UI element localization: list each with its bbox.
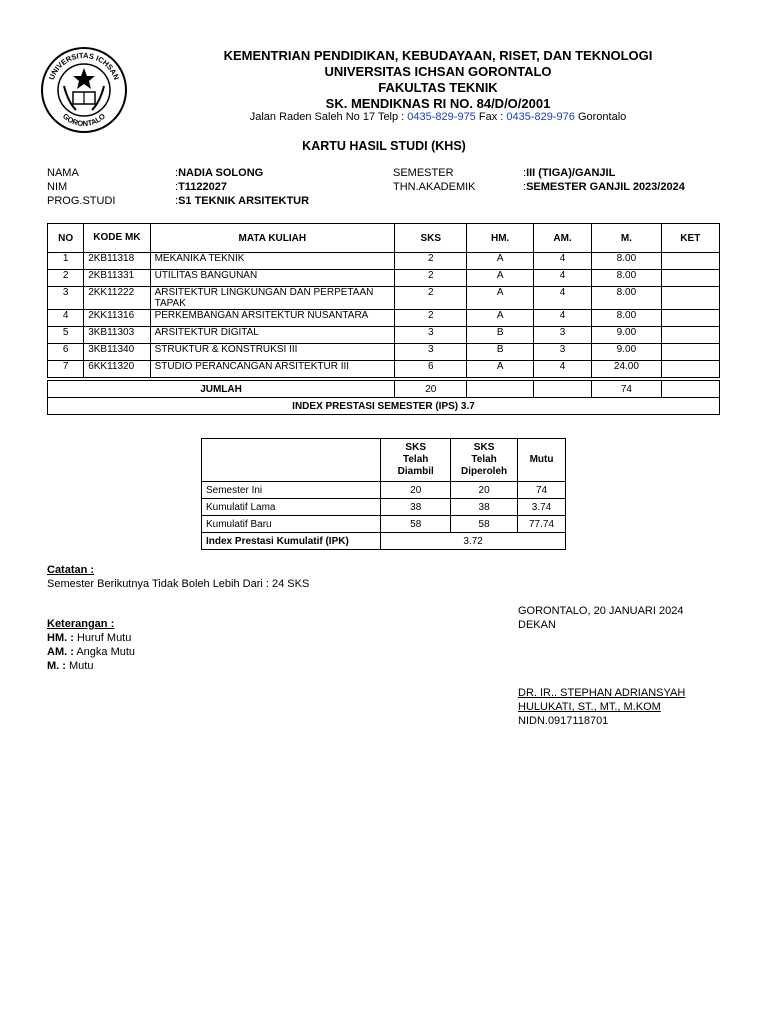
grades-table xyxy=(47,223,720,415)
col-header-mk: MATA KULIAH xyxy=(150,224,394,253)
table-header-row xyxy=(48,224,720,253)
info-values-left: :NADIA SOLONG :T1122027 :S1 TEKNIK ARSITEKTUR xyxy=(175,167,310,207)
cell-m: 9.00 xyxy=(592,327,661,344)
signer-name-line1: DR. IR.. STEPHAN ADRIANSYAH xyxy=(518,687,686,699)
info-values-right: :III (TIGA)/GANJIL :SEMESTER GANJIL 2023/2024 xyxy=(523,167,685,193)
cell-kode: 3KB11340 xyxy=(84,344,150,361)
cell-am: 4 xyxy=(533,287,591,310)
logo-text-bottom: GORONTALO xyxy=(60,111,108,129)
cell-mk: PERKEMBANGAN ARSITEKTUR NUSANTARA xyxy=(150,310,394,327)
decree-number: SK. MENDIKNAS RI NO. 84/D/O/2001 xyxy=(325,96,551,111)
cell-ket xyxy=(661,327,719,344)
svg-text:GORONTALO xyxy=(61,111,107,128)
table-row xyxy=(48,287,720,310)
cell-ket xyxy=(661,361,719,378)
thn-value: SEMESTER GANJIL 2023/2024 xyxy=(526,181,685,193)
catatan-block xyxy=(47,563,309,591)
cell-hm: A xyxy=(467,253,533,270)
cell-sks: 3 xyxy=(395,327,467,344)
thn-label: THN.AKADEMIK xyxy=(393,181,476,193)
signer-nidn: NIDN.0917118701 xyxy=(518,715,609,727)
keterangan-block: Keterangan : HM. : Huruf Mutu AM. : Angka Mutu M. : Mutu xyxy=(47,618,136,672)
cell-kode: 2KK11222 xyxy=(84,287,150,310)
cell-sks: 3 xyxy=(395,344,467,361)
cell-kode: 3KB11303 xyxy=(84,327,150,344)
table-row xyxy=(48,344,720,361)
cell-no: 3 xyxy=(48,287,84,310)
table-row: Kumulatif Lama 38 38 3.74 xyxy=(202,499,566,516)
cell-mk: ARSITEKTUR LINGKUNGAN DAN PERPETAAN TAPAK xyxy=(150,287,394,310)
table-row xyxy=(48,253,720,270)
nim-value: T1122027 xyxy=(178,181,227,193)
fax-number: 0435-829-976 xyxy=(506,111,575,123)
cell-m: 9.00 xyxy=(592,344,661,361)
cell-kode: 2KB11318 xyxy=(84,253,150,270)
cell-hm: A xyxy=(467,270,533,287)
cell-no: 5 xyxy=(48,327,84,344)
cell-mk: ARSITEKTUR DIGITAL xyxy=(150,327,394,344)
cell-m: 8.00 xyxy=(592,310,661,327)
col-header-m: M. xyxy=(592,224,661,253)
catatan-label: Catatan : xyxy=(47,564,95,576)
col-header-hm: HM. xyxy=(467,224,533,253)
signature-block xyxy=(518,604,683,632)
info-labels-right xyxy=(393,166,476,194)
info-labels-left xyxy=(47,166,115,208)
cell-mk: STUDIO PERANCANGAN ARSITEKTUR III xyxy=(150,361,394,378)
university-name: UNIVERSITAS ICHSAN GORONTALO xyxy=(324,64,552,79)
cell-no: 2 xyxy=(48,270,84,287)
semester-value: III (TIGA)/GANJIL xyxy=(526,167,616,179)
ipk-value: 3.72 xyxy=(381,533,566,550)
cell-am: 3 xyxy=(533,344,591,361)
keterangan-label: Keterangan : xyxy=(47,618,115,630)
summary-header-diperoleh: SKS Telah Diperoleh xyxy=(451,439,518,482)
cell-am: 4 xyxy=(533,270,591,287)
cell-ket xyxy=(661,253,719,270)
cell-hm: A xyxy=(467,361,533,378)
cell-sks: 2 xyxy=(395,253,467,270)
summary-header-diambil: SKS Telah Diambil xyxy=(381,439,451,482)
cell-no: 6 xyxy=(48,344,84,361)
jumlah-m: 74 xyxy=(592,381,661,398)
cell-m: 8.00 xyxy=(592,270,661,287)
cell-kode: 2KB11331 xyxy=(84,270,150,287)
summary-header-mutu: Mutu xyxy=(518,439,566,482)
jumlah-label: JUMLAH xyxy=(48,381,395,398)
cell-am: 3 xyxy=(533,327,591,344)
col-header-ket: KET xyxy=(661,224,719,253)
semester-label: SEMESTER xyxy=(393,167,454,179)
place-date: GORONTALO, 20 JANUARI 2024 xyxy=(518,605,684,617)
col-header-no: NO xyxy=(48,224,84,253)
cell-ket xyxy=(661,287,719,310)
summary-header-row xyxy=(202,439,566,482)
cell-am: 4 xyxy=(533,310,591,327)
cell-ket xyxy=(661,270,719,287)
signer-block xyxy=(518,686,685,728)
jumlah-row xyxy=(48,381,720,398)
cell-ket xyxy=(661,310,719,327)
signer-role: DEKAN xyxy=(518,619,556,631)
col-header-sks: SKS xyxy=(395,224,467,253)
nama-value: NADIA SOLONG xyxy=(178,167,264,179)
catatan-text: Semester Berikutnya Tidak Boleh Lebih Dari : 24 SKS xyxy=(47,578,310,590)
ips-row xyxy=(48,398,720,415)
phone-number: 0435-829-975 xyxy=(407,111,476,123)
table-row: Kumulatif Baru 58 58 77.74 xyxy=(202,516,566,533)
col-header-am: AM. xyxy=(533,224,591,253)
cell-no: 4 xyxy=(48,310,84,327)
cell-hm: B xyxy=(467,327,533,344)
ipk-label: Index Prestasi Kumulatif (IPK) xyxy=(202,533,381,550)
cell-no: 1 xyxy=(48,253,84,270)
cell-mk: UTILITAS BANGUNAN xyxy=(150,270,394,287)
cell-m: 8.00 xyxy=(592,287,661,310)
signer-name-line2: HULUKATI, ST., MT., M.KOM xyxy=(518,701,661,713)
col-header-kode: KODE MK xyxy=(84,224,150,253)
jumlah-sks: 20 xyxy=(395,381,467,398)
table-row xyxy=(48,361,720,378)
cell-sks: 2 xyxy=(395,310,467,327)
cell-am: 4 xyxy=(533,253,591,270)
table-row xyxy=(48,327,720,344)
cell-hm: A xyxy=(467,287,533,310)
cell-hm: A xyxy=(467,310,533,327)
cell-m: 24.00 xyxy=(592,361,661,378)
cell-sks: 2 xyxy=(395,270,467,287)
prodi-value: S1 TEKNIK ARSITEKTUR xyxy=(178,195,310,207)
cell-ket xyxy=(661,344,719,361)
cell-mk: MEKANIKA TEKNIK xyxy=(150,253,394,270)
table-row: Semester Ini 20 20 74 xyxy=(202,482,566,499)
ips-value: INDEX PRESTASI SEMESTER (IPS) 3.7 xyxy=(48,398,720,415)
cell-sks: 6 xyxy=(395,361,467,378)
cell-mk: STRUKTUR & KONSTRUKSI III xyxy=(150,344,394,361)
cell-am: 4 xyxy=(533,361,591,378)
cell-hm: B xyxy=(467,344,533,361)
cell-kode: 6KK11320 xyxy=(84,361,150,378)
table-row xyxy=(48,310,720,327)
ipk-row xyxy=(202,533,566,550)
address-line: Jalan Raden Saleh No 17 Telp : 0435-829-975 Fax : 0435-829-976 Gorontalo xyxy=(249,111,627,123)
nim-label: NIM xyxy=(47,181,68,193)
cell-kode: 2KK11316 xyxy=(84,310,150,327)
cell-no: 7 xyxy=(48,361,84,378)
university-logo xyxy=(40,46,128,134)
logo-text-top: UNIVERSITAS ICHSAN xyxy=(46,50,122,82)
document-title: KARTU HASIL STUDI (KHS) xyxy=(302,139,466,153)
faculty-name: FAKULTAS TEKNIK xyxy=(378,80,498,95)
prodi-label: PROG.STUDI xyxy=(47,195,116,207)
table-row xyxy=(48,270,720,287)
cell-sks: 2 xyxy=(395,287,467,310)
ministry-name: KEMENTRIAN PENDIDIKAN, KEBUDAYAAN, RISET, DAN TEKNOLOGI xyxy=(223,48,653,63)
cell-m: 8.00 xyxy=(592,253,661,270)
summary-table xyxy=(201,438,566,550)
nama-label: NAMA xyxy=(47,167,79,179)
